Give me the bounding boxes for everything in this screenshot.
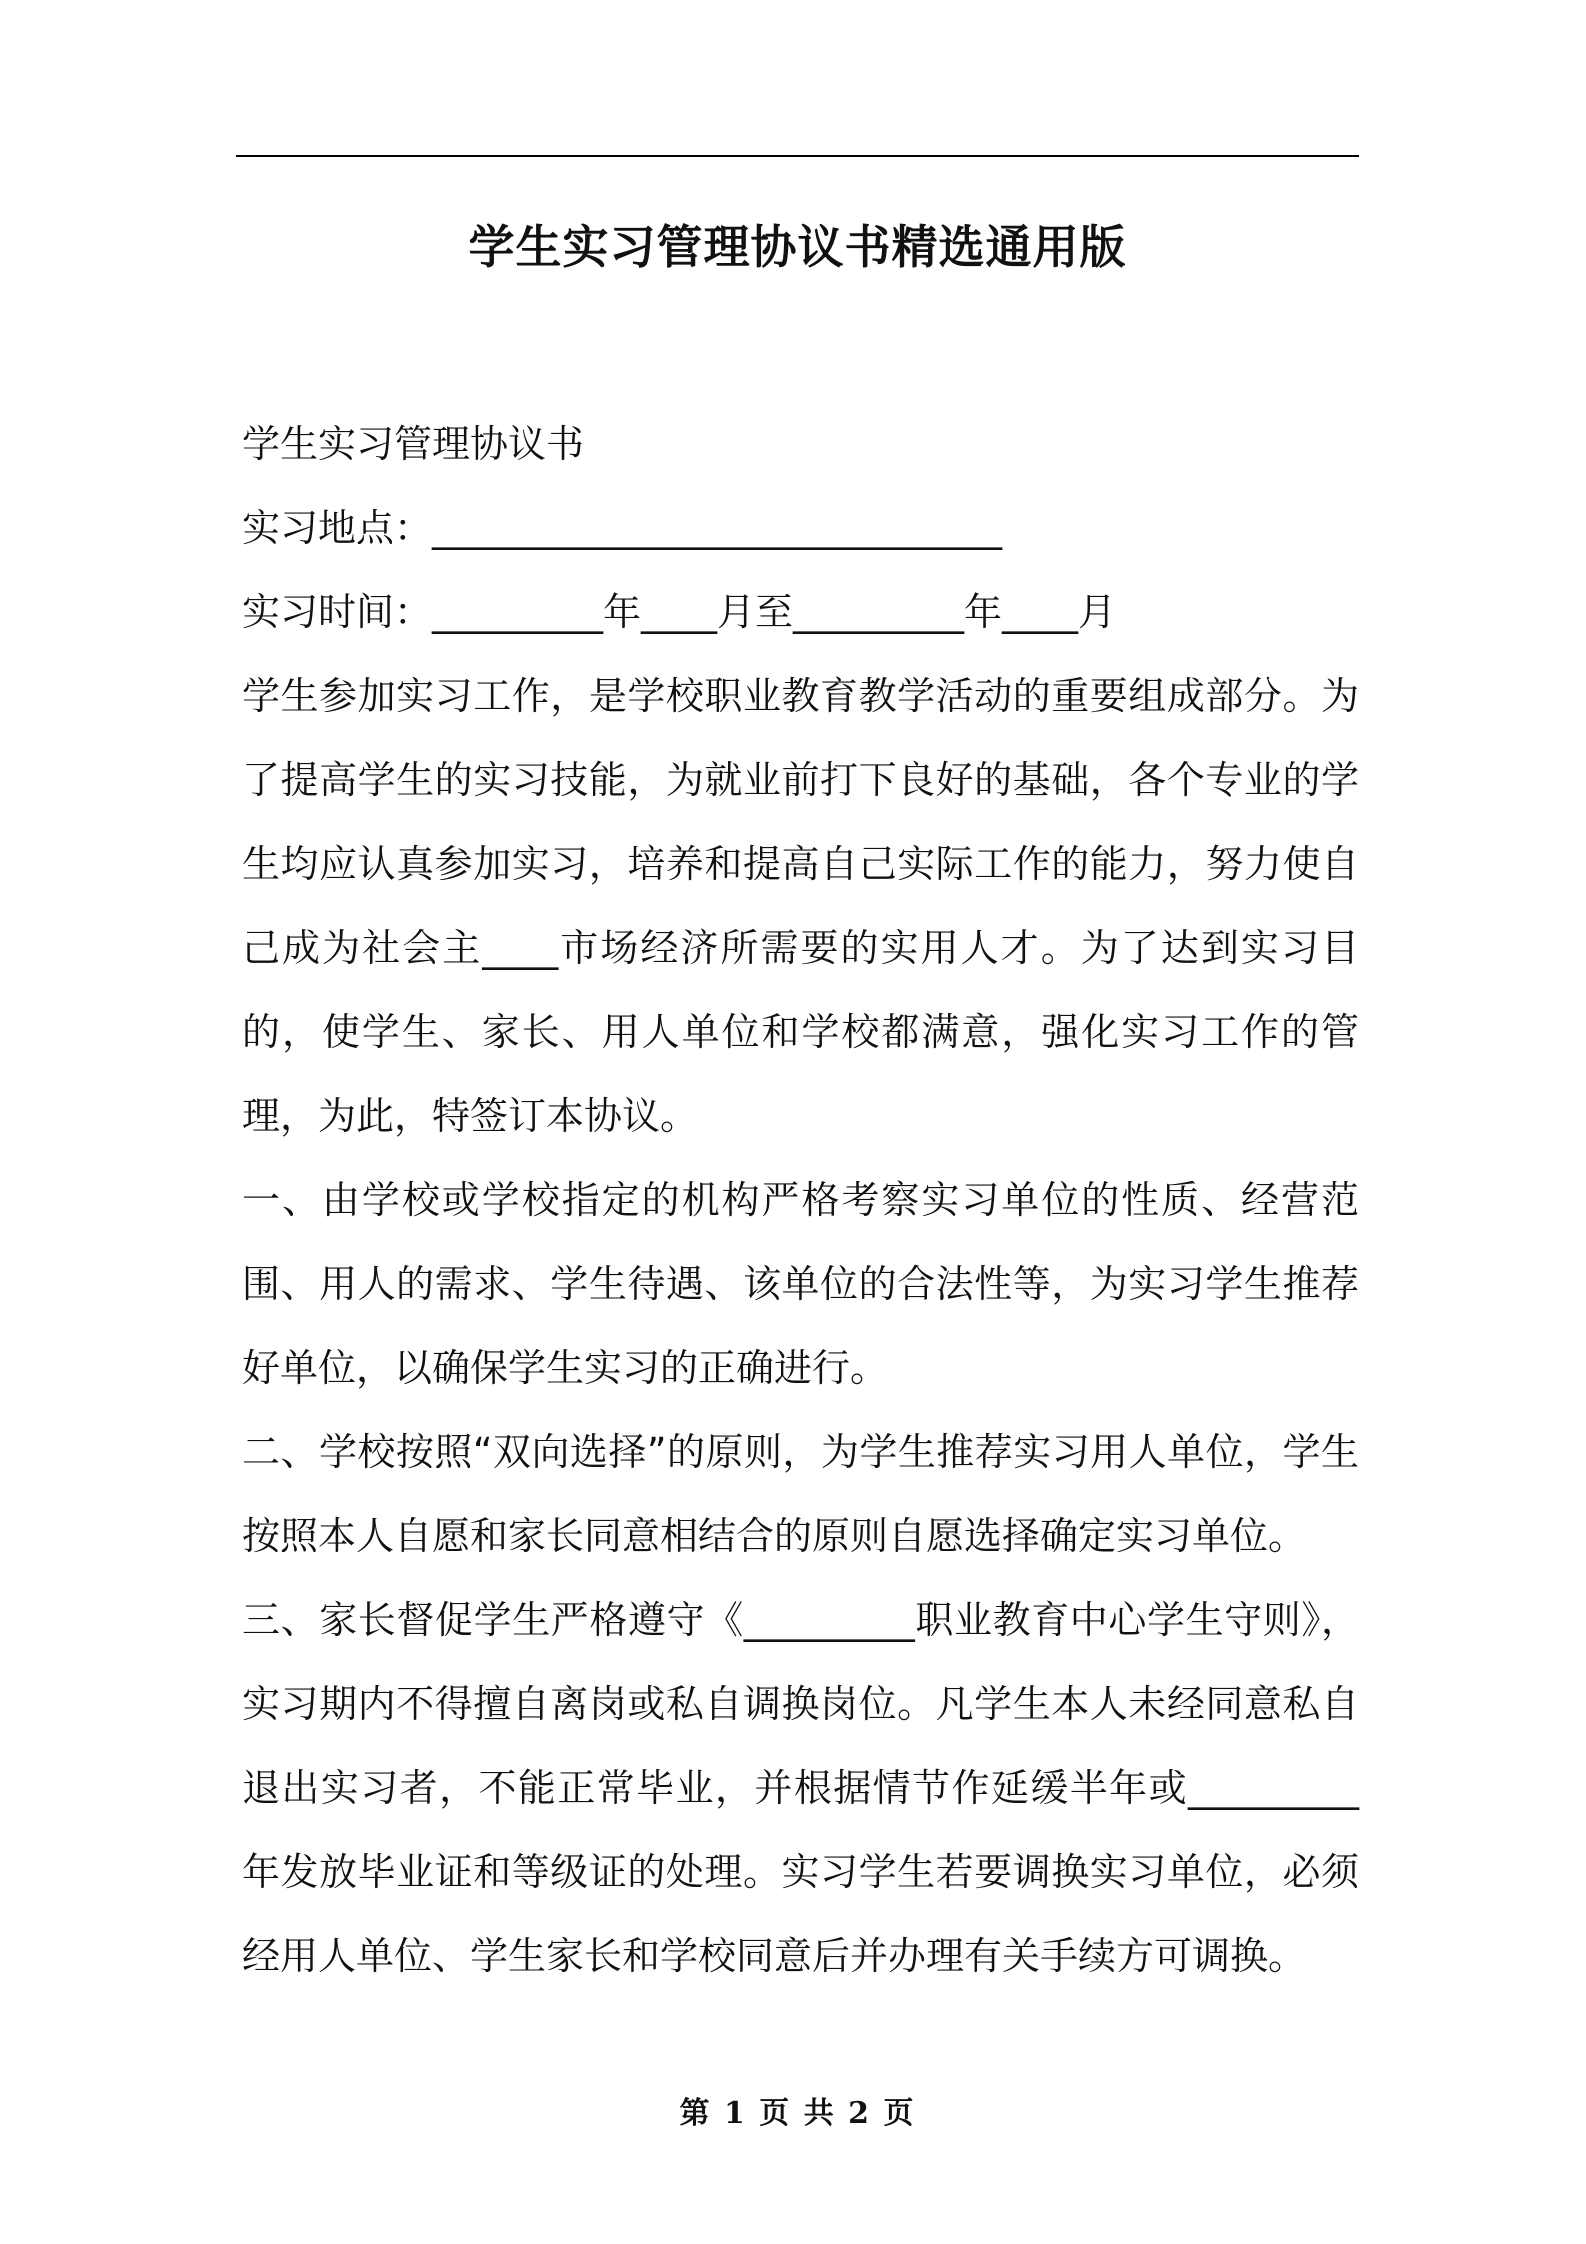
page-number-footer: 第 1 页 共 2 页 — [679, 2096, 916, 2131]
intro-paragraph: 学生参加实习工作，是学校职业教育教学活动的重要组成部分。为了提高学生的实习技能，为就业前打下良好的基础，各个专业的学生均应认真参加实习，培养和提高自己实际工作的能力，努力使自己成为社会主____市场经济所需要的实用人才。为了达到实习目的，使学生、家长、用人单位和学校都满意，强化实习工作的管理，为此，特签订本协议。 — [242, 674, 1359, 1138]
clause-1-paragraph: 一、由学校或学校指定的机构严格考察实习单位的性质、经营范围、用人的需求、学生待遇、该单位的合法性等，为实习学生推荐好单位，以确保学生实习的正确进行。 — [242, 1178, 1359, 1390]
agreement-heading: 学生实习管理协议书 — [242, 422, 585, 466]
internship-location-line: 实习地点：______________________________ — [242, 506, 1003, 550]
internship-time-line: 实习时间：_________年____月至_________年____月 — [242, 590, 1117, 634]
document-title: 学生实习管理协议书精选通用版 — [468, 220, 1127, 274]
header-rule — [236, 155, 1359, 157]
clause-3-paragraph: 三、家长督促学生严格遵守《_________职业教育中心学生守则》，实习期内不得擅自离岗或私自调换岗位。凡学生本人未经同意私自退出实习者，不能正常毕业，并根据情节作延缓半年或_________年发放毕业证和等级证的处理。实习学生若要调换实习单位，必须经用人单位、学生家长和学校同意后并办理有关手续方可调换。 — [242, 1598, 1359, 1978]
clause-2-paragraph: 二、学校按照“双向选择”的原则，为学生推荐实习用人单位，学生按照本人自愿和家长同意相结合的原则自愿选择确定实习单位。 — [242, 1430, 1359, 1558]
document-body — [242, 402, 1359, 1998]
